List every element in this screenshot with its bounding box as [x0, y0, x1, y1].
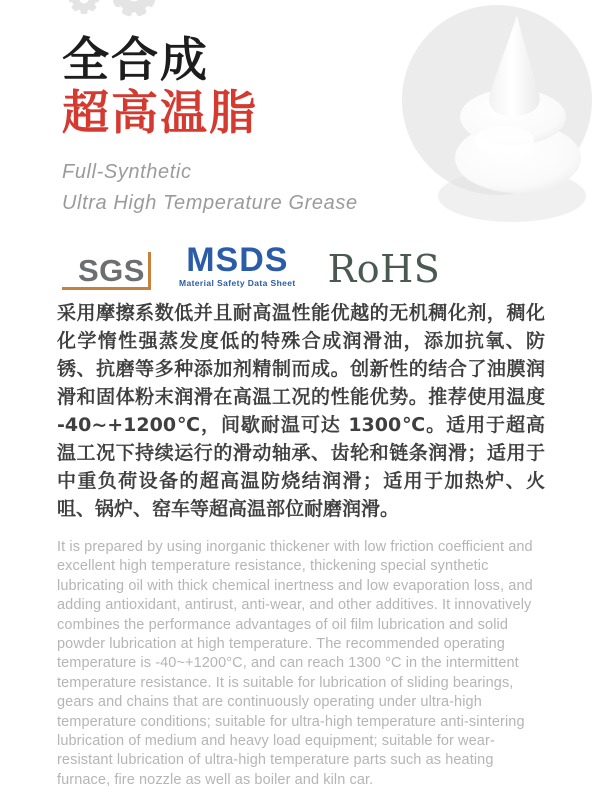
header [62, 34, 358, 219]
grease-highlight [474, 126, 534, 154]
product-photo-grease-swirl [400, 0, 600, 250]
gear-icon [69, 0, 99, 14]
sgs-logo-text: SGS [78, 253, 145, 288]
msds-logo-text: MSDS [186, 241, 289, 279]
description-english: It is prepared by using inorganic thickener with low friction coefficient and excellent high temperature resistance, thickening special synthetic lubricating oil with thick chemical inertness and low evaporation loss, and adding antioxidant, antirust, anti-wear, and other additives. It innovatively combines the performance advantages of oil film lubrication and solid powder lubrication at high temperature. The recommended operating temperature is -40~+1200°C, and can reach 1300 °C in the intermittent temperature resistance. It is suitable for lubrication of sliding bearings, gears and chains that are continuously operating under ultra-high temperature conditions; suitable for ultra-high temperature anti-sintering lubrication of medium and heavy load equipment; suitable for wear-resistant lubrication of ultra-high temperature parts such as heating furnace, fire nozzle as well as boiler and kiln car. [57, 539, 533, 788]
description-chinese: 采用摩擦系数低并且耐高温性能优越的无机稠化剂，稠化化学惰性强蒸发度低的特殊合成润滑油，添加抗氧、防锈、抗磨等多种添加剂精制而成。创新性的结合了油膜润滑和固体粉末润滑在高温工况的性能优势。推荐使用温度 -40~+1200℃，间歇耐温可达 1300℃。适用于超高温工况下持续运行的滑动轴承、齿轮和链条润滑；适用于中重负荷设备的超高温防烧结润滑；适用于加热炉、火咀、锅炉、窑车等超高温部位耐磨润滑。 [57, 302, 545, 520]
sgs-logo [62, 252, 151, 290]
msds-logo [178, 241, 296, 290]
page-title-cn-line2: 超高温脂 [62, 86, 258, 141]
msds-logo-subtext: Material Safety Data Sheet [178, 278, 296, 288]
gear-icons [58, 0, 188, 32]
rohs-logo-text: RoHS [327, 247, 441, 291]
page-subtitle-en [62, 157, 358, 219]
gear-icon [112, 0, 156, 17]
subtitle-line1: Full-Synthetic [62, 161, 192, 183]
certification-badges [62, 240, 440, 290]
subtitle-line2: Ultra High Temperature Grease [62, 192, 358, 214]
page-title-cn-line1: 全合成 [62, 33, 209, 88]
rohs-logo [327, 247, 441, 291]
